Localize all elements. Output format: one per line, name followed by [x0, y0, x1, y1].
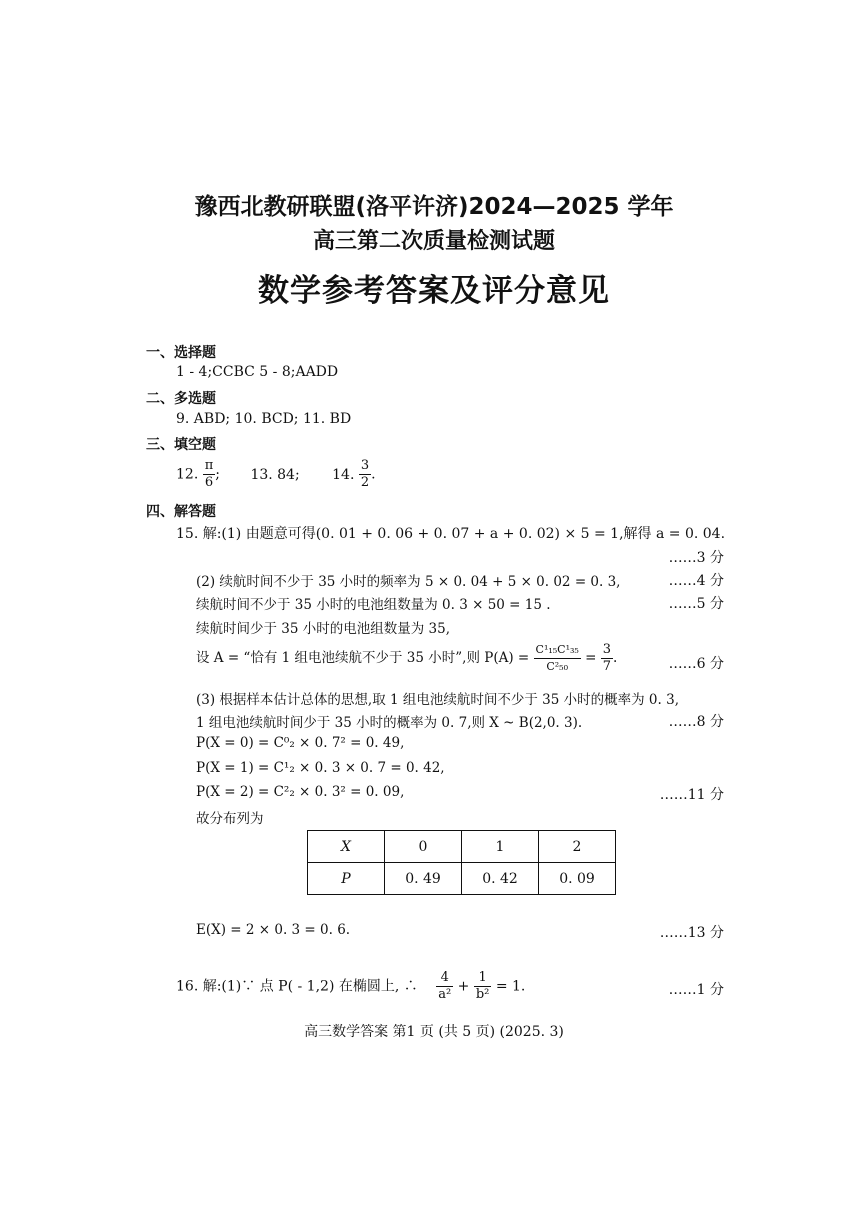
- q15-line-2: (2) 续航时间不少于 35 小时的频率为 5 × 0. 04 + 5 × 0. 02 = 0. 3,: [196, 574, 621, 590]
- q15-line-9: P(X = 1) = C¹₂ × 0. 3 × 0. 7 = 0. 42,: [196, 760, 445, 776]
- q15-line-12: E(X) = 2 × 0. 3 = 0. 6.: [196, 922, 351, 938]
- table-cell: 0. 49: [385, 863, 462, 895]
- q15-line-11: 故分布列为: [196, 811, 264, 827]
- q12-fraction: [203, 458, 216, 491]
- q15-line-7: 1 组电池续航时间少于 35 小时的概率为 0. 7,则 X ~ B(2,0. 3).: [196, 715, 583, 731]
- q16-fraction-2: [474, 970, 492, 1003]
- q15-line-1: 15. 解:(1) 由题意可得(0. 01 + 0. 06 + 0. 07 + a + 0. 02) × 5 = 1,解得 a = 0. 04.: [176, 526, 726, 542]
- score-5: ……5 分: [668, 596, 724, 612]
- table-cell: 0. 09: [539, 863, 616, 895]
- q14-den: 2: [360, 475, 370, 490]
- q12-label: 12.: [176, 466, 199, 483]
- score-1: ……1 分: [668, 982, 724, 998]
- score-13: ……13 分: [659, 925, 724, 941]
- q14-suffix: .: [371, 466, 376, 483]
- multi-answers: 9. ABD; 10. BCD; 11. BD: [176, 411, 352, 427]
- score-4: ……4 分: [668, 573, 724, 589]
- table-cell: 0. 42: [462, 863, 539, 895]
- q16-f2-num: 1: [474, 970, 492, 987]
- q15-line-8: P(X = 0) = C⁰₂ × 0. 7² = 0. 49,: [196, 735, 405, 751]
- q15-l5-prefix: 设 A = “恰有 1 组电池续航不少于 35 小时”,则 P(A) =: [196, 650, 530, 666]
- distribution-table: [307, 830, 616, 895]
- q14-fraction: [359, 458, 371, 491]
- table-row: [308, 831, 616, 863]
- page-title: 数学参考答案及评分意见: [258, 273, 610, 309]
- q15-line-5: [196, 642, 617, 675]
- table-cell: P: [308, 863, 385, 895]
- q16-prefix: 16. 解:(1)∵ 点 P( - 1,2) 在椭圆上, ∴: [176, 978, 418, 995]
- header-line-2: 高三第二次质量检测试题: [312, 229, 555, 254]
- choice-answers: 1 - 4;CCBC 5 - 8;AADD: [176, 364, 339, 380]
- table-cell: 2: [539, 831, 616, 863]
- q12-suffix: ;: [215, 466, 220, 483]
- table-cell: X: [308, 831, 385, 863]
- q16-fraction-1: [436, 970, 453, 1003]
- prob-result-den: 7: [602, 659, 612, 674]
- q15-l5-end: .: [613, 650, 618, 666]
- header-line-1: 豫西北教研联盟(洛平许济)2024—2025 学年: [194, 194, 674, 220]
- prob-result-num: 3: [602, 642, 612, 657]
- q16-line-1: [176, 970, 525, 1003]
- q16-plus: +: [457, 978, 470, 995]
- section-title-fill: 三、填空题: [146, 437, 216, 453]
- q16-f1-num: 4: [436, 970, 453, 987]
- q16-f2-den: b²: [475, 987, 490, 1002]
- q16-end: = 1.: [495, 978, 526, 995]
- q14-label: 14.: [332, 466, 355, 483]
- section-title-choice: 一、选择题: [146, 345, 216, 361]
- q12-den: 6: [204, 475, 214, 490]
- q16-f1-den: a²: [438, 987, 452, 1002]
- page-footer: 高三数学答案 第1 页 (共 5 页) (2025. 3): [304, 1024, 564, 1040]
- q15-line-10: P(X = 2) = C²₂ × 0. 3² = 0. 09,: [196, 784, 405, 800]
- table-cell: 0: [385, 831, 462, 863]
- score-3: ……3 分: [668, 550, 724, 566]
- prob-fraction: [534, 642, 581, 675]
- table-cell: 1: [462, 831, 539, 863]
- section-title-solve: 四、解答题: [146, 504, 216, 520]
- q15-line-6: (3) 根据样本估计总体的思想,取 1 组电池续航时间不少于 35 小时的概率为 0. 3,: [196, 692, 679, 708]
- q15-l5-eq: =: [585, 650, 597, 666]
- section-title-multi: 二、多选题: [146, 391, 216, 407]
- prob-den: C²₅₀: [546, 660, 568, 673]
- q12-num: π: [204, 458, 214, 473]
- table-row: [308, 863, 616, 895]
- score-11: ……11 分: [659, 787, 724, 803]
- q15-line-4: 续航时间少于 35 小时的电池组数量为 35,: [196, 621, 451, 637]
- q13-answer: 13. 84;: [250, 466, 300, 483]
- score-6: ……6 分: [668, 656, 724, 672]
- q15-line-3: 续航时间不少于 35 小时的电池组数量为 0. 3 × 50 = 15 .: [196, 597, 551, 613]
- prob-num: C¹₁₅C¹₃₅: [534, 642, 581, 659]
- score-8: ……8 分: [668, 714, 724, 730]
- fill-answers: [176, 458, 376, 491]
- q14-num: 3: [360, 458, 370, 473]
